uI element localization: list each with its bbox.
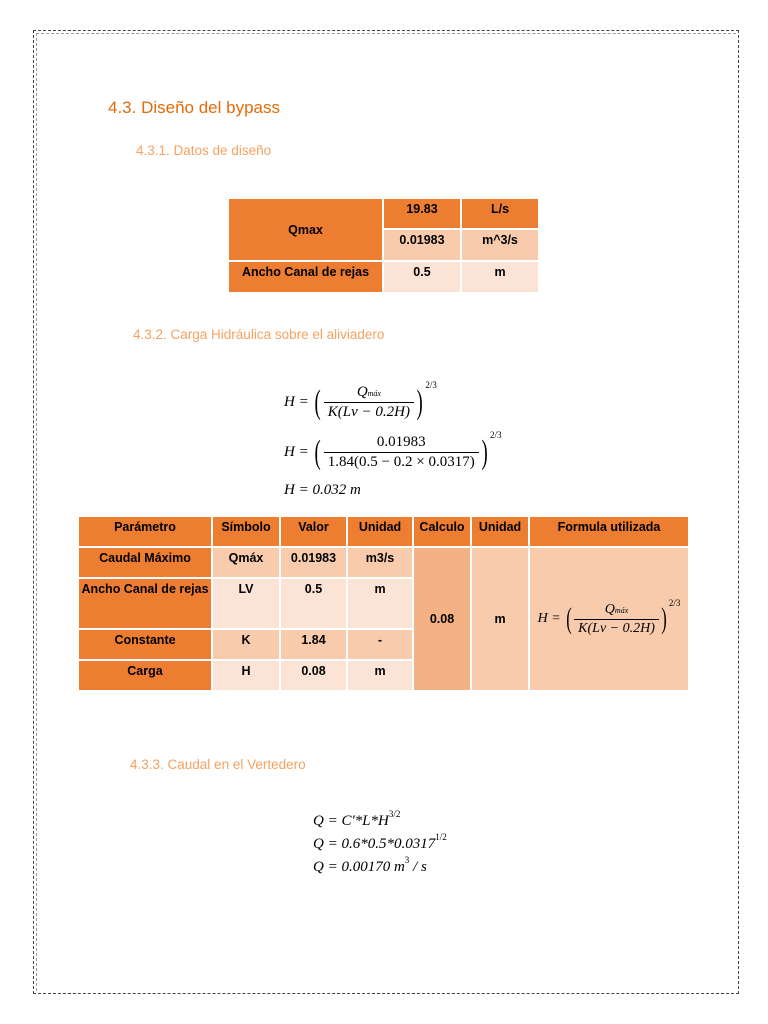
eq-h2-lhs: H = <box>284 443 309 460</box>
eq-h-num-sub: máx <box>367 389 381 398</box>
formula-num-sub: máx <box>614 605 629 615</box>
qmax-label: Qmax <box>229 199 384 262</box>
subsection-title-carga: 4.3.2. Carga Hidráulica sobre el aliviadero <box>133 327 385 342</box>
design-data-table <box>229 199 540 294</box>
row-param: Carga <box>79 661 213 692</box>
eq-q1: Q = C'*L*H <box>313 813 389 829</box>
row-symbol: H <box>213 661 281 692</box>
formula-cell: H = ( $\frac{\text{Qmáx}}{K(Lv - 0.2H)}$ ) $^{2/3}$ <box>530 548 690 692</box>
row-symbol: LV <box>213 579 281 630</box>
formula-exp: 2/3 <box>668 597 681 608</box>
section-title: 4.3. Diseño del bypass <box>108 98 280 117</box>
header-parametro: Parámetro <box>79 517 213 548</box>
formula-num: Q <box>604 601 615 617</box>
row-value: 1.84 <box>281 630 348 661</box>
eq-h-lhs: H = <box>284 393 309 410</box>
eq-q1-exp: 3/2 <box>388 809 401 819</box>
equations-q <box>313 809 447 882</box>
eq-q2-exp: 1/2 <box>435 832 447 842</box>
eq-q3-exp: 3 <box>404 855 410 865</box>
row-symbol: K <box>213 630 281 661</box>
subsection-title-datos: 4.3.1. Datos de diseño <box>136 143 272 158</box>
eq-h-exp: 2/3 <box>425 380 437 390</box>
row-unit: m3/s <box>348 548 414 579</box>
eq-h2-exp: 2/3 <box>490 430 502 440</box>
eq-q3-post: / s <box>409 859 427 875</box>
row-symbol: Qmáx <box>213 548 281 579</box>
row-param: Constante <box>79 630 213 661</box>
calculo-unit: m <box>472 548 530 692</box>
calculo-value: 0.08 <box>414 548 472 692</box>
ancho-label: Ancho Canal de rejas <box>229 262 384 294</box>
header-simbolo: Símbolo <box>213 517 281 548</box>
qmax-m3s-value: 0.01983 <box>384 230 462 262</box>
eq-q3: Q = 0.00170 m <box>313 859 405 875</box>
row-param: Ancho Canal de rejas <box>79 579 213 630</box>
eq-h2-num: 0.01983 <box>324 434 479 453</box>
header-valor: Valor <box>281 517 348 548</box>
row-value: 0.01983 <box>281 548 348 579</box>
formula-den: K(Lv − 0.2H) <box>578 620 655 636</box>
eq-h3: H = 0.032 m <box>284 482 361 498</box>
subsection-title-caudal: 4.3.3. Caudal en el Vertedero <box>130 757 306 772</box>
equation-h-substituted: H = ( $\frac{0.01983}{1.84(0.5 - 0.2 \times 0.0317)}$ ) $^{2/3}$ <box>284 430 502 471</box>
equation-h-result <box>284 482 361 499</box>
ancho-value: 0.5 <box>384 262 462 294</box>
row-unit: m <box>348 661 414 692</box>
equation-h-general: H = ( $\frac{\text{Qmáx}}{K(Lv - 0.2H)}$ ) $^{2/3}$ <box>284 380 437 421</box>
row-unit: m <box>348 579 414 630</box>
qmax-ls-value: 19.83 <box>384 199 462 230</box>
header-calculo: Calculo <box>414 517 472 548</box>
header-unidad-2: Unidad <box>472 517 530 548</box>
formula-lhs: H = <box>537 611 561 627</box>
eq-q2: Q = 0.6*0.5*0.0317 <box>313 836 436 852</box>
eq-h2-den: 1.84(0.5 − 0.2 × 0.0317) <box>327 454 475 470</box>
row-param: Caudal Máximo <box>79 548 213 579</box>
qmax-ls-unit: L/s <box>462 199 540 230</box>
row-value: 0.5 <box>281 579 348 630</box>
eq-h-den: K(Lv − 0.2H) <box>327 404 410 420</box>
table-row <box>79 548 690 579</box>
row-unit: - <box>348 630 414 661</box>
header-formula: Formula utilizada <box>530 517 690 548</box>
parameter-table <box>79 517 690 692</box>
qmax-m3s-unit: m^3/s <box>462 230 540 262</box>
ancho-unit: m <box>462 262 540 294</box>
row-value: 0.08 <box>281 661 348 692</box>
header-unidad: Unidad <box>348 517 414 548</box>
eq-h-num: Q <box>356 384 368 400</box>
